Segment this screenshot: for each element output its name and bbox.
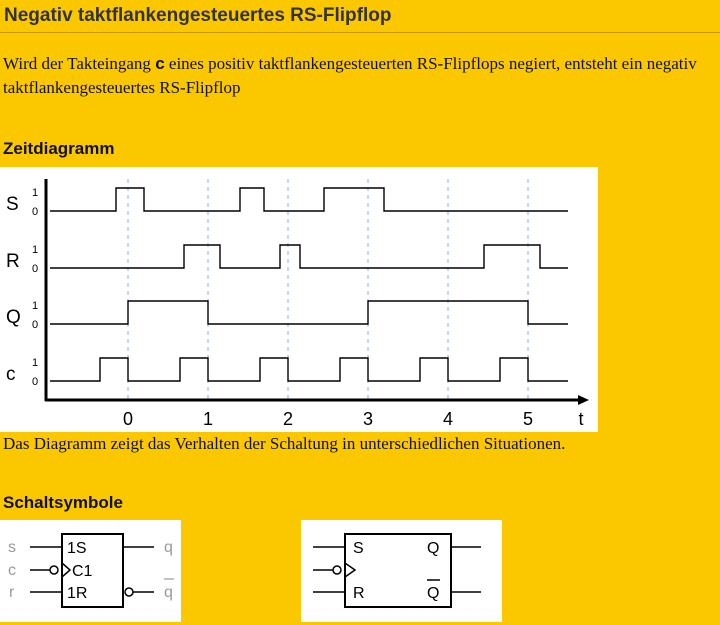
level-label-low: 0 [32,376,39,388]
box-label-r: R [353,585,365,602]
negation-bubble-output [125,588,133,596]
title-divider [0,32,720,33]
x-tick-label: 2 [282,409,294,429]
output-label-q-bar: q [164,584,173,601]
circuit-symbol-ansi [301,520,502,622]
box-label-1s: 1S [67,540,87,557]
intro-text-bold: c [155,54,165,73]
input-label-r: r [9,584,15,601]
level-label-high: 1 [32,300,39,312]
box-label-q-bar: Q [427,585,440,602]
signal-wave-s [50,188,568,211]
box-label-1r: 1R [67,585,88,602]
signal-wave-q [50,301,568,324]
x-tick-label: 5 [522,409,534,429]
signal-wave-c [50,358,568,381]
x-tick-label: 3 [362,409,374,429]
negation-bubble-clock [50,566,58,574]
x-tick-label: 4 [442,409,454,429]
diagram-caption: Das Diagramm zeigt das Verhalten der Schaltung in unterschiedlichen Situationen. [3,434,566,453]
negation-bubble-clock [333,566,341,574]
box-label-c1: C1 [72,563,93,580]
section-heading-timing: Zeitdiagramm [3,139,115,158]
intro-text [3,52,715,100]
intro-text-end: eines positiv taktflankengesteuerten RS-Flipflops negiert, entsteht ein negativ taktflankengesteuertes RS-Flipflop [3,54,697,97]
signal-label-s: S [6,194,19,215]
level-label-high: 1 [32,357,39,369]
box-label-q: Q [427,540,440,557]
section-heading-symbols: Schaltsymbole [3,493,123,512]
circuit-symbol-din [0,520,181,622]
level-label-high: 1 [32,244,39,256]
circuit-symbol-ansi-svg [301,520,502,622]
timing-diagram [0,167,598,432]
x-axis-label: t [578,409,584,429]
level-label-low: 0 [32,263,39,275]
page-title: Negativ taktflankengesteuertes RS-Flipflop [4,5,392,26]
box-label-s: S [353,540,364,557]
intro-text-start: Wird der Takteingang [3,54,156,73]
level-label-low: 0 [32,319,39,331]
signal-label-q: Q [6,307,21,328]
signal-label-r: R [6,251,20,272]
input-label-c: c [8,562,16,579]
x-tick-label: 1 [202,409,214,429]
x-tick-label: 0 [122,409,134,429]
level-label-high: 1 [32,187,39,199]
circuit-symbol-din-svg [0,520,181,622]
signal-wave-r [50,245,568,268]
input-label-s: s [8,539,16,556]
x-axis-arrow [578,395,589,405]
level-label-low: 0 [32,206,39,218]
signal-label-c: c [6,364,16,385]
timing-diagram-svg [0,167,598,432]
output-label-q: q [164,539,173,556]
